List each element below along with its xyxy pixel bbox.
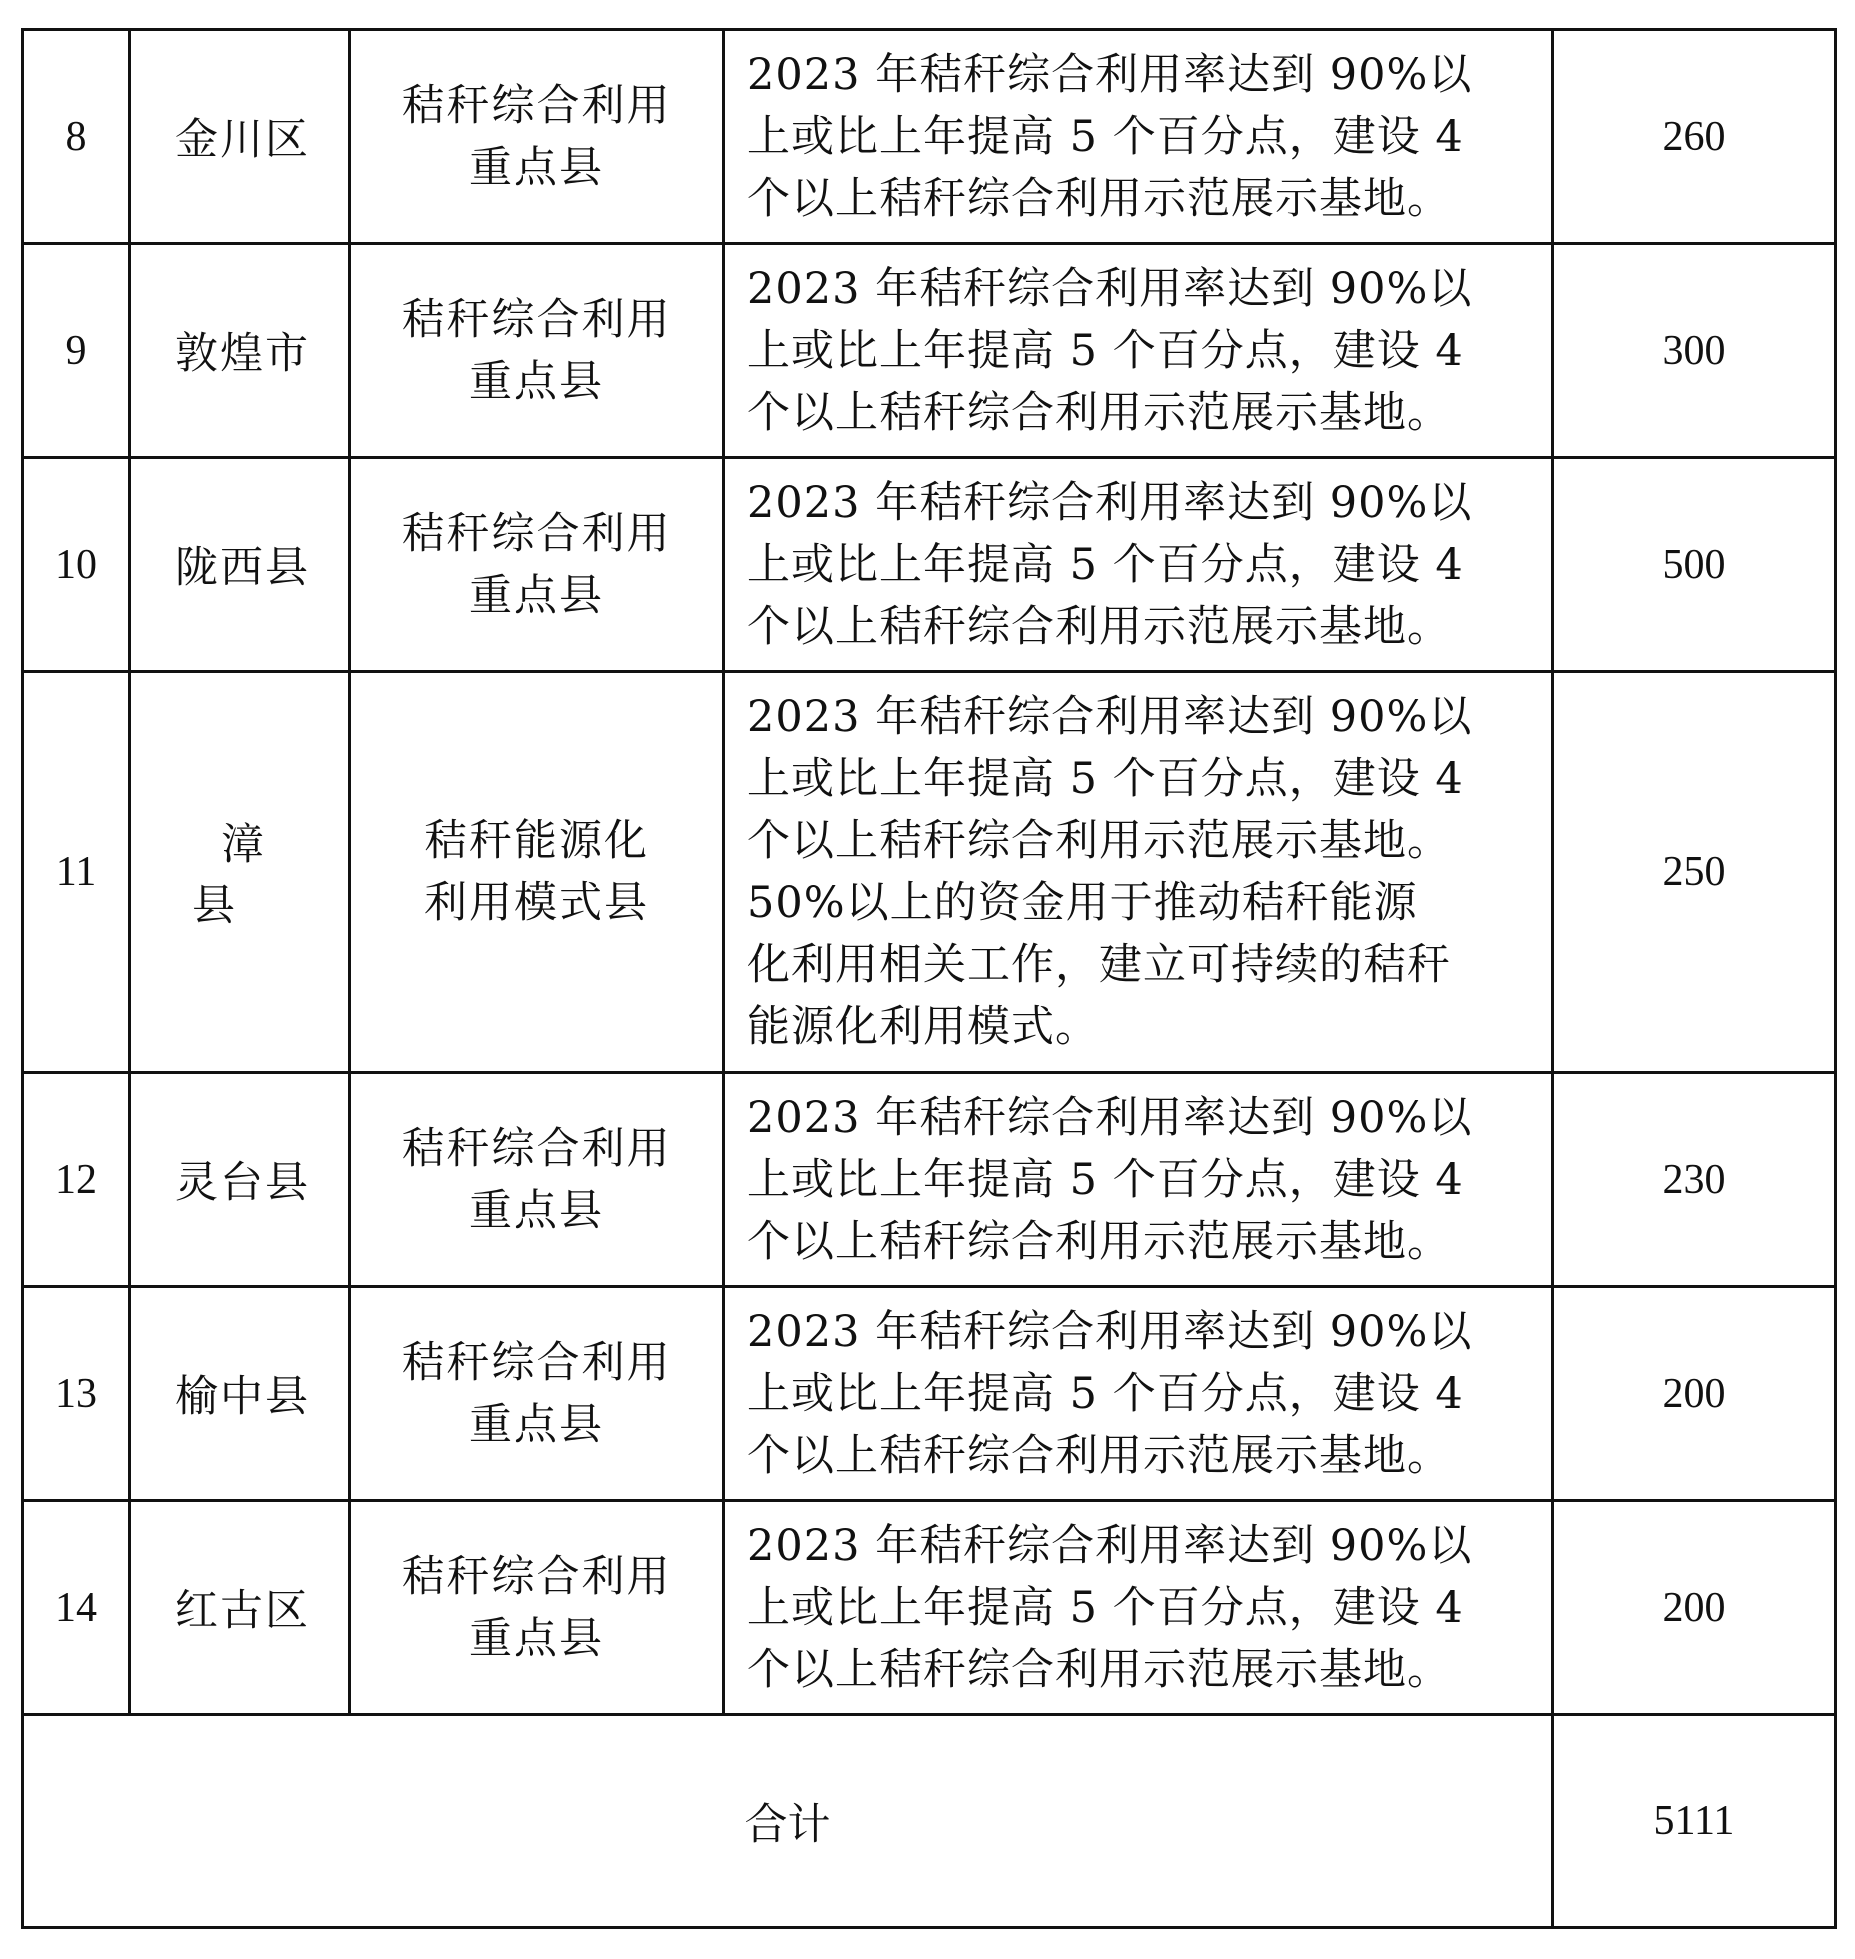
county-type-line: 重点县 (469, 1185, 604, 1236)
region-name: 红古区 (130, 1501, 350, 1715)
county-type-line: 利用模式县 (424, 878, 649, 928)
task-line: 50%以上的资金用于推动秸秆能源 (747, 878, 1418, 928)
region-name: 敦煌市 (130, 244, 350, 458)
row-number: 13 (23, 1287, 130, 1501)
funding-amount: 200 (1553, 1287, 1836, 1501)
table-row (23, 458, 1836, 672)
county-type-line: 秸秆综合利用 (401, 294, 672, 345)
county-type-line: 秸秆综合利用 (401, 1123, 672, 1174)
task-line: 上或比上年提高 5 个百分点，建设 4 (747, 754, 1464, 804)
task-line: 2023 年秸秆综合利用率达到 90%以 (747, 1092, 1473, 1143)
region-name (130, 672, 350, 1073)
county-type-line: 秸秆综合利用 (401, 1337, 672, 1388)
county-type-line: 重点县 (469, 1613, 604, 1664)
task-line: 个以上秸秆综合利用示范展示基地。 (747, 1216, 1451, 1267)
task-line: 个以上秸秆综合利用示范展示基地。 (747, 1430, 1451, 1481)
task-line: 上或比上年提高 5 个百分点，建设 4 (747, 539, 1464, 590)
task-line: 个以上秸秆综合利用示范展示基地。 (747, 173, 1451, 224)
table-row (23, 1287, 1836, 1501)
county-type (350, 1073, 724, 1287)
row-number: 14 (23, 1501, 130, 1715)
county-type-line: 秸秆综合利用 (401, 1551, 672, 1602)
funding-amount: 500 (1553, 458, 1836, 672)
region-name: 金川区 (130, 30, 350, 244)
task-description (724, 1501, 1553, 1715)
funding-amount: 200 (1553, 1501, 1836, 1715)
task-line: 2023 年秸秆综合利用率达到 90%以 (747, 477, 1473, 528)
task-description (724, 30, 1553, 244)
county-type-line: 秸秆综合利用 (401, 508, 672, 559)
county-type (350, 1287, 724, 1501)
table-row (23, 30, 1836, 244)
funding-table (21, 28, 1837, 1929)
task-line: 个以上秸秆综合利用示范展示基地。 (747, 816, 1451, 866)
task-line: 2023 年秸秆综合利用率达到 90%以 (747, 1520, 1473, 1571)
table-row (23, 1073, 1836, 1287)
total-row (23, 1715, 1836, 1928)
county-type-line: 秸秆综合利用 (401, 80, 672, 131)
region-name: 陇西县 (130, 458, 350, 672)
county-type (350, 458, 724, 672)
task-description (724, 458, 1553, 672)
task-line: 上或比上年提高 5 个百分点，建设 4 (747, 111, 1464, 162)
funding-amount: 300 (1553, 244, 1836, 458)
funding-amount: 250 (1553, 672, 1836, 1073)
table-row (23, 672, 1836, 1073)
task-line: 上或比上年提高 5 个百分点，建设 4 (747, 1154, 1464, 1205)
row-number: 9 (23, 244, 130, 458)
task-line: 能源化利用模式。 (747, 1002, 1099, 1052)
county-type-line: 秸秆能源化 (424, 816, 649, 866)
table-row (23, 1501, 1836, 1715)
row-number: 8 (23, 30, 130, 244)
row-number: 10 (23, 458, 130, 672)
county-type (350, 244, 724, 458)
task-description (724, 1073, 1553, 1287)
county-type-line: 重点县 (469, 356, 604, 407)
region-name-text: 漳县 (192, 820, 322, 931)
task-description (724, 672, 1553, 1073)
task-description (724, 1287, 1553, 1501)
row-number: 12 (23, 1073, 130, 1287)
county-type (350, 1501, 724, 1715)
task-line: 2023 年秸秆综合利用率达到 90%以 (747, 263, 1473, 314)
total-amount: 5111 (1553, 1715, 1836, 1928)
task-description (724, 244, 1553, 458)
county-type (350, 30, 724, 244)
region-name: 榆中县 (130, 1287, 350, 1501)
total-label: 合计 (23, 1715, 1553, 1928)
task-line: 个以上秸秆综合利用示范展示基地。 (747, 1644, 1451, 1695)
row-number: 11 (23, 672, 130, 1073)
task-line: 2023 年秸秆综合利用率达到 90%以 (747, 49, 1473, 100)
county-type-line: 重点县 (469, 1399, 604, 1450)
task-line: 化利用相关工作，建立可持续的秸秆 (747, 940, 1451, 990)
task-line: 上或比上年提高 5 个百分点，建设 4 (747, 1582, 1464, 1633)
funding-amount: 230 (1553, 1073, 1836, 1287)
county-type-line: 重点县 (469, 570, 604, 621)
task-line: 个以上秸秆综合利用示范展示基地。 (747, 387, 1451, 438)
task-line: 2023 年秸秆综合利用率达到 90%以 (747, 692, 1473, 742)
task-line: 2023 年秸秆综合利用率达到 90%以 (747, 1306, 1473, 1357)
county-type-line: 重点县 (469, 142, 604, 193)
task-line: 上或比上年提高 5 个百分点，建设 4 (747, 325, 1464, 376)
table-row (23, 244, 1836, 458)
task-line: 个以上秸秆综合利用示范展示基地。 (747, 601, 1451, 652)
region-name: 灵台县 (130, 1073, 350, 1287)
county-type (350, 672, 724, 1073)
funding-amount: 260 (1553, 30, 1836, 244)
task-line: 上或比上年提高 5 个百分点，建设 4 (747, 1368, 1464, 1419)
